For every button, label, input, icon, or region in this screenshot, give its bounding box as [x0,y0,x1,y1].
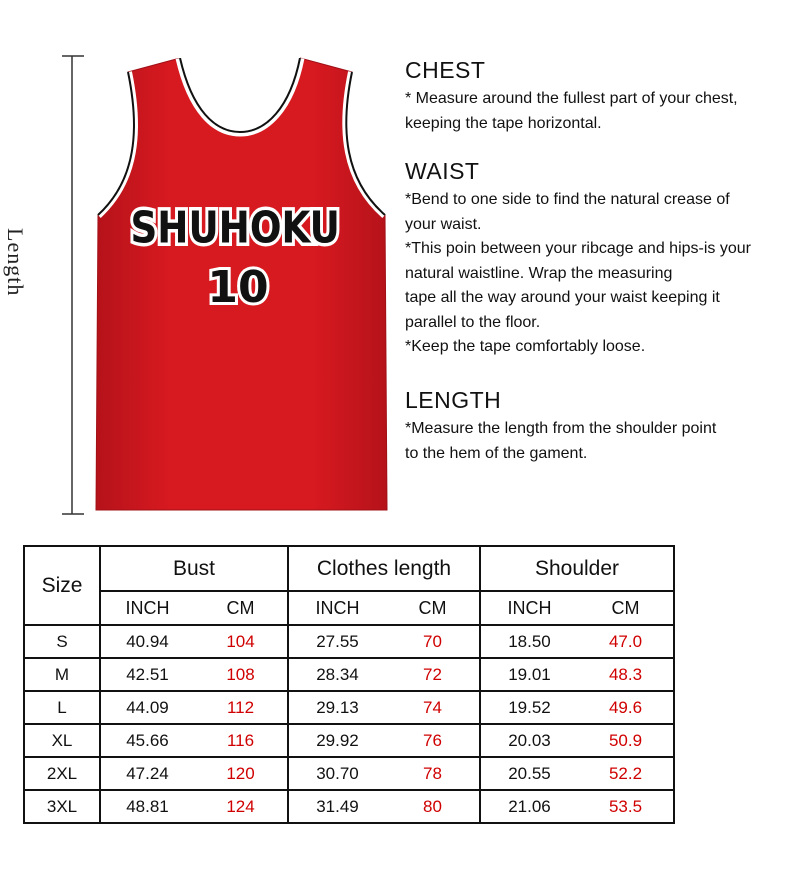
cm-value-cell: 47.0 [578,625,674,658]
cm-value-cell: 74 [386,691,480,724]
cm-value-cell: 72 [386,658,480,691]
length-line: to the hem of the gament. [405,444,588,462]
cm-value-cell: 49.6 [578,691,674,724]
table-row [24,790,674,823]
cm-value-cell: 104 [194,625,288,658]
chest-line: keeping the tape horizontal. [405,114,602,132]
waist-title: WAIST [405,158,480,184]
length-line: *Measure the length from the shoulder point [405,420,717,438]
inch-value-cell: 19.52 [480,691,578,724]
size-cell: S [24,625,100,658]
chest-line: * Measure around the fullest part of your chest, [405,90,738,108]
inch-value-cell: 19.01 [480,658,578,691]
waist-line: natural waistline. Wrap the measuring [405,264,673,282]
table-row [24,724,674,757]
inch-value-cell: 29.92 [288,724,386,757]
inch-value-cell: 28.34 [288,658,386,691]
cm-value-cell: 108 [194,658,288,691]
cm-value-cell: 116 [194,724,288,757]
cm-value-cell: 124 [194,790,288,823]
chest-section [405,58,738,136]
inch-value-cell: 47.24 [100,757,194,790]
size-cell: 3XL [24,790,100,823]
length-section [405,388,716,466]
cm-value-cell: 53.5 [578,790,674,823]
inch-value-cell: 27.55 [288,625,386,658]
length-label: Length [3,228,28,297]
inch-value-cell: 20.55 [480,757,578,790]
jersey-team-name: SHUHOKU [130,201,340,254]
jersey-illustration [0,40,400,520]
table-row [24,625,674,658]
cm-value-cell: 50.9 [578,724,674,757]
table-row [24,691,674,724]
size-cell: L [24,691,100,724]
waist-line: tape all the way around your waist keeping it [405,289,720,307]
size-cell: 2XL [24,757,100,790]
jersey-graphic [0,40,400,520]
unit-header: CM [578,591,674,625]
group-header-bust: Bust [100,546,288,591]
inch-value-cell: 42.51 [100,658,194,691]
cm-value-cell: 120 [194,757,288,790]
size-cell: M [24,658,100,691]
cm-value-cell: 48.3 [578,658,674,691]
jersey-number: 10 [207,262,269,313]
inch-value-cell: 31.49 [288,790,386,823]
inch-value-cell: 30.70 [288,757,386,790]
unit-header: INCH [100,591,194,625]
inch-value-cell: 44.09 [100,691,194,724]
cm-value-cell: 78 [386,757,480,790]
length-title: LENGTH [405,387,502,413]
inch-value-cell: 21.06 [480,790,578,823]
table-row [24,757,674,790]
inch-value-cell: 18.50 [480,625,578,658]
inch-value-cell: 40.94 [100,625,194,658]
unit-header: CM [194,591,288,625]
waist-line: *Bend to one side to find the natural crease of [405,191,730,209]
cm-value-cell: 70 [386,625,480,658]
unit-header: INCH [480,591,578,625]
waist-line: *This poin between your ribcage and hips-is your [405,240,751,258]
group-header-clothes-length: Clothes length [288,546,480,591]
inch-value-cell: 20.03 [480,724,578,757]
inch-value-cell: 45.66 [100,724,194,757]
size-cell: XL [24,724,100,757]
waist-line: your waist. [405,215,482,233]
cm-value-cell: 80 [386,790,480,823]
inch-value-cell: 29.13 [288,691,386,724]
waist-line: *Keep the tape comfortably loose. [405,338,646,356]
size-chart-table [23,545,675,824]
group-header-shoulder: Shoulder [480,546,674,591]
table-row [24,658,674,691]
waist-section [405,159,751,360]
unit-header: INCH [288,591,386,625]
length-measure-line [62,56,84,514]
cm-value-cell: 76 [386,724,480,757]
unit-header: CM [386,591,480,625]
cm-value-cell: 52.2 [578,757,674,790]
chest-title: CHEST [405,57,486,83]
waist-line: parallel to the floor. [405,313,541,331]
size-header: Size [24,546,100,625]
inch-value-cell: 48.81 [100,790,194,823]
cm-value-cell: 112 [194,691,288,724]
